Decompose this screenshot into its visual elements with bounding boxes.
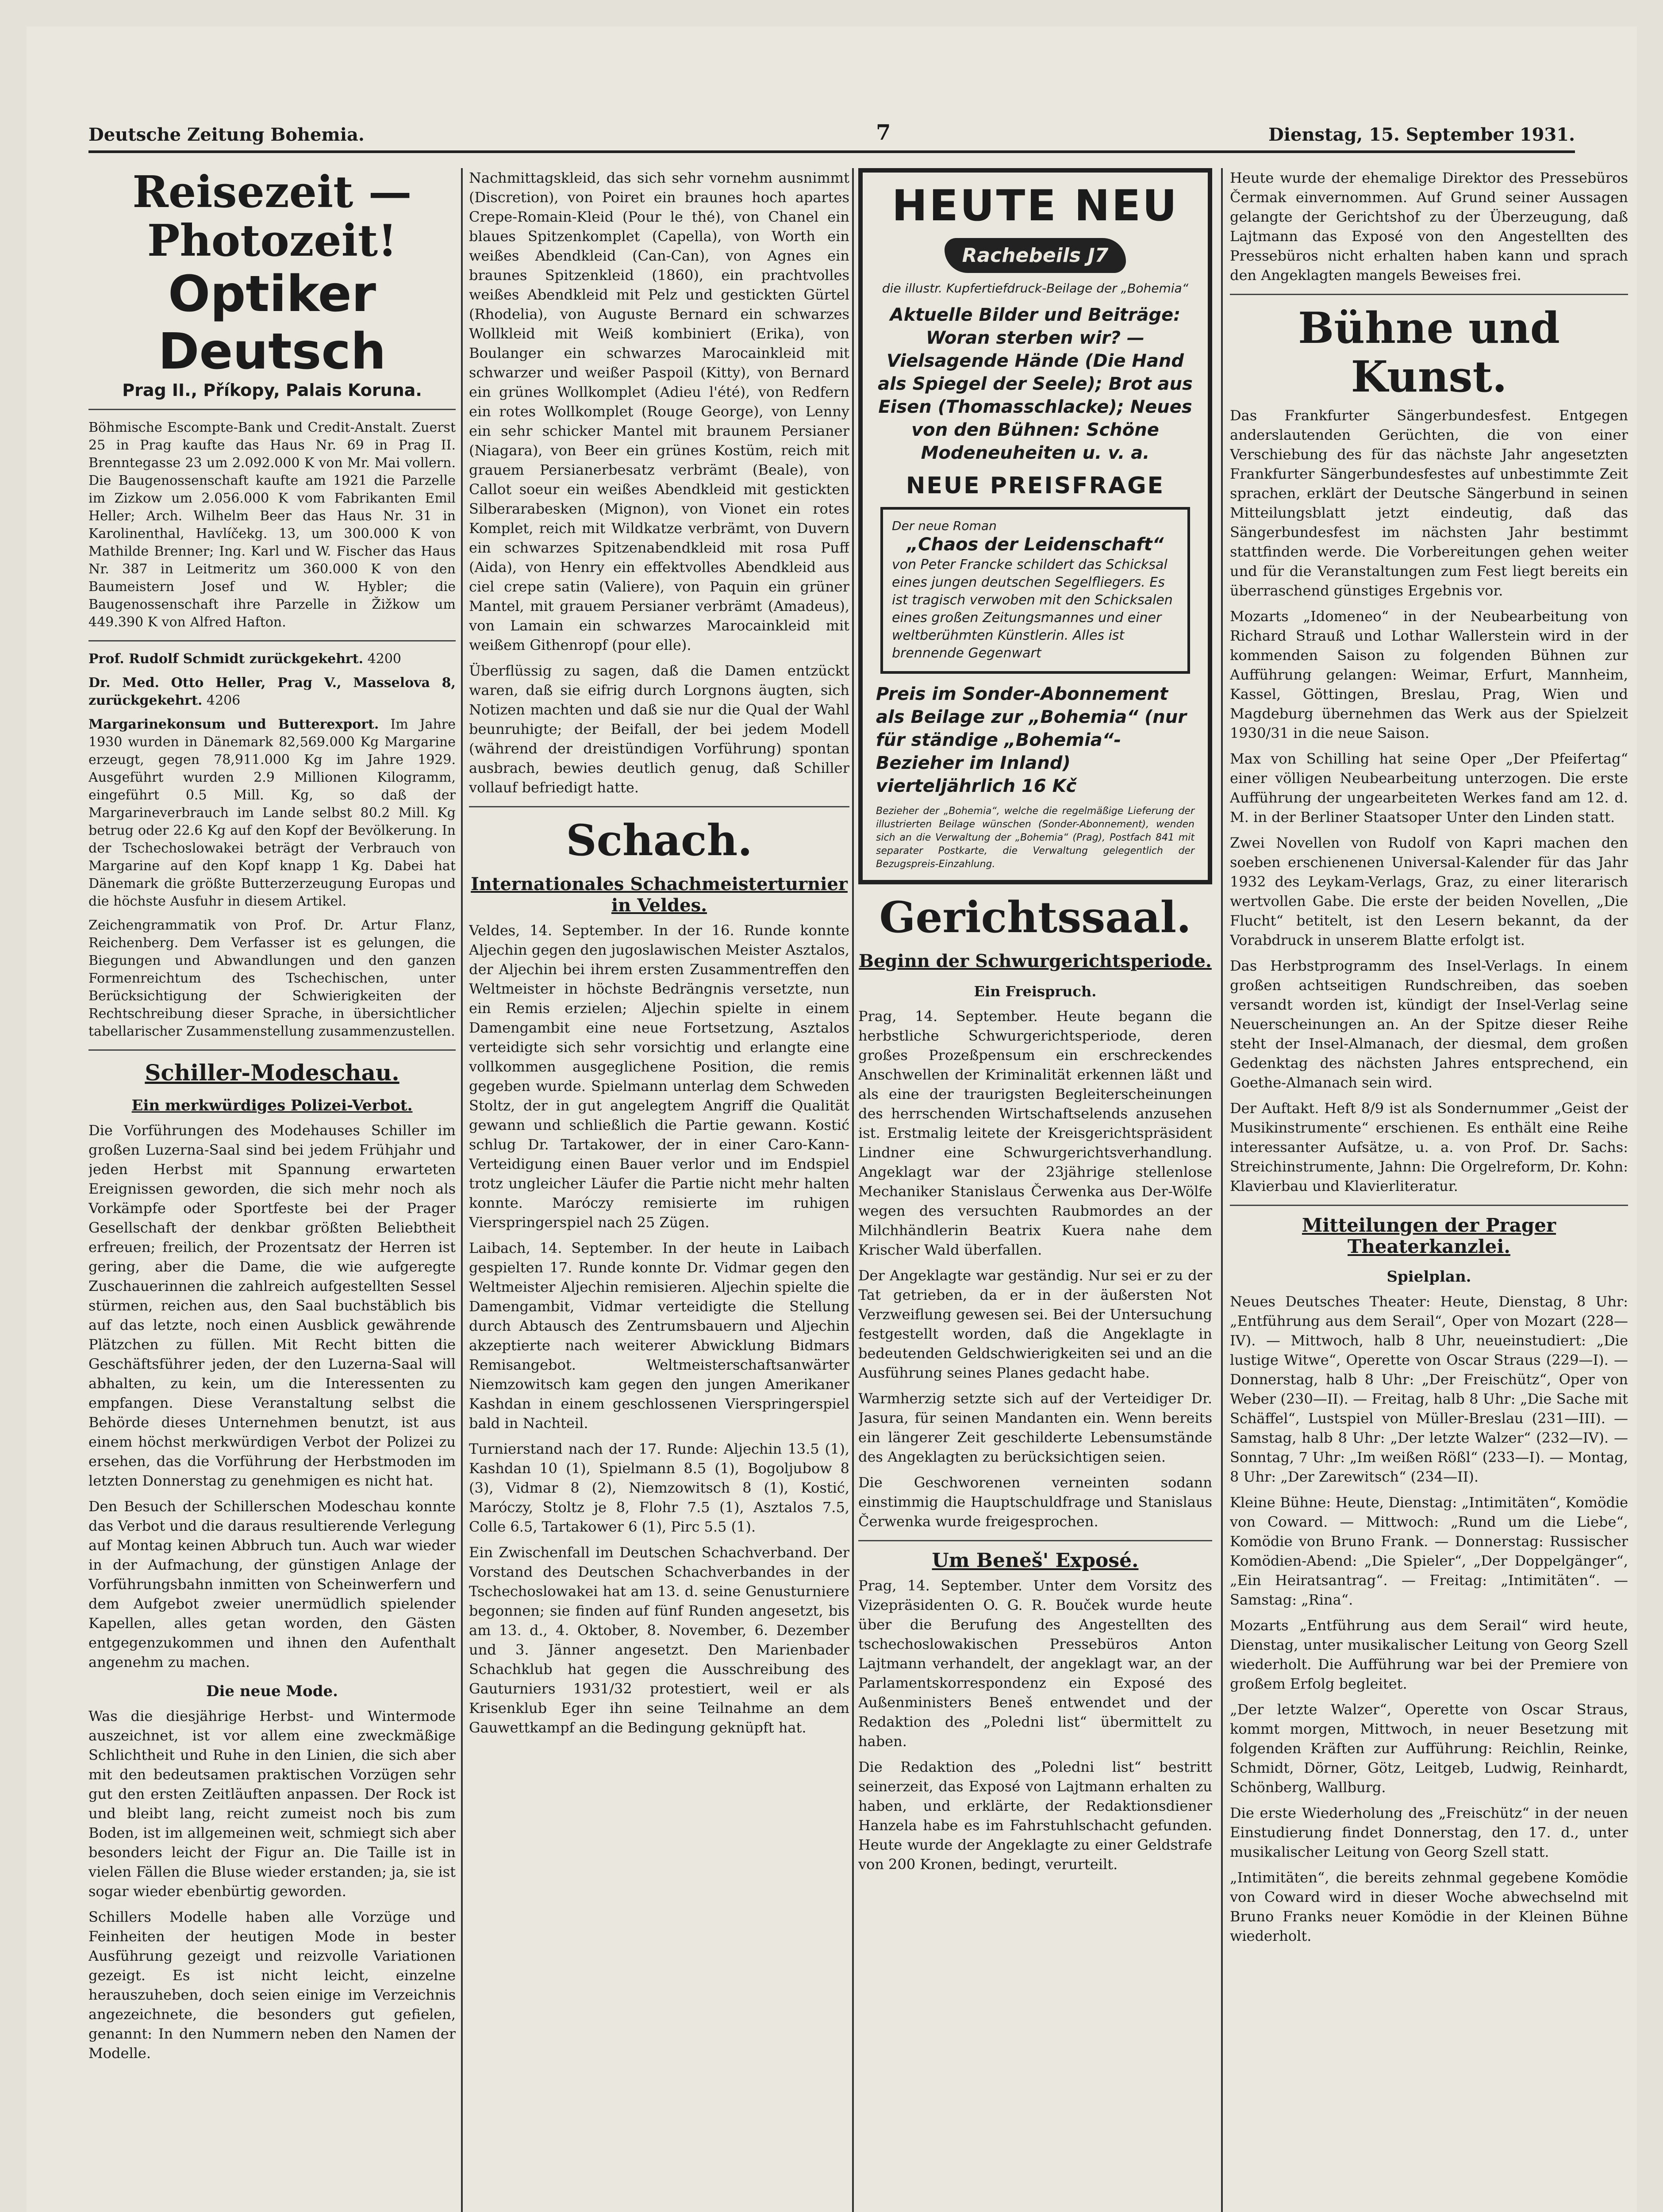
section-title: Um Beneš' Exposé. [932,1549,1139,1572]
ad-slogan: Reisezeit — Photozeit! [132,168,412,266]
column-4 [1230,168,1628,2212]
article-paragraph: „Intimitäten“, die bereits zehnmal gegebene Komödie von Coward wird in dieser Woche abwechselnd mit Bruno Franks neuer Komödie in der Kleinen Bühne wiederholt. [1230,1869,1628,1944]
article-paragraph: Das Frankfurter Sängerbundesfest. Entgegen anderslautenden Gerüchten, die von einer Verschiebung des für das nächste Jahr angesetzten Frankfurter Sängerbundesfestes auf unbestimmte Zeit sprachen, erklärt der Deutsche Sängerbund in seinen Mitteilungsblatt jetzt eindeutig, daß das Sängerbundesfest im nächsten Jahr bestimmt stattfinden werde. Die Vorbereitungen gehen weiter und für die Veranstaltungen zum Fest liegt bereits ein überraschend günstiges Ergebnis vor. [1230,407,1628,599]
margarine-article: Margarinekonsum und Butterexport. Im Jahre 1930 wurden in Dänemark 82,569.000 Kg Margarine erzeugt, gegen 78,911.000 Kg im Jahre 1929. Ausgeführt wurden 2.9 Millionen Kilogramm, eingeführt 0.5 Mill. Kg, so daß der Margarineverbrauch im Lande selbst 80.2 Mill. Kg betrug oder 22.6 Kg auf den Kopf der Bevölkerung. In der Tschechoslowakei beträgt der Verbrauch von Margarine auf den Kopf knapp 1 Kg. Dabei hat Dänemark die größte Butterzerzeugung Europas und die höchste Ausfuhr in diesem Artikel. [88,717,456,909]
masthead-date: Dienstag, 15. September 1931. [1268,124,1575,145]
divider [1230,1205,1628,1206]
section-subtitle-2: Ein Freispruch. [974,983,1097,1000]
article-paragraph: Prag, 14. September. Unter dem Vorsitz des Vizepräsidenten O. G. R. Bouček wurde heute über die Berufung des Angestellten des tschechoslowakischen Pressebüros Anton Lajtmann verhandelt, der angeklagt war, an der Parlamentskorrespondenz ein Exposé des Außenministers Beneš entwendet und der Redaktion des „Poledni list“ übermittelt zu haben. [858,1577,1212,1750]
article-paragraph: Die Geschworenen verneinten sodann einstimmig die Hauptschuldfrage und Stanislaus Čerwenka wurde freigesprochen. [858,1474,1212,1530]
ad-preisfrage: NEUE PREISFRAGE [906,472,1165,499]
divider [858,1540,1212,1541]
newspaper-page [27,27,1637,2212]
section-title: Schach. [566,815,753,865]
masthead-newspaper-name: Deutsche Zeitung Bohemia. [88,124,365,145]
novel-text: von Peter Francke schildert das Schicksal eines jungen deutschen Segelfliegers. Es ist tragisch verwoben mit den Schicksalen eines großen Zeitungsmannes und einer weltberühmten Künstlerin. Alles ist brennende Gegenwart [892,557,1173,661]
article-paragraph: Nachmittagskleid, das sich sehr vornehm ausnimmt (Discretion), von Poiret ein braunes hoch apartes Crepe-Romain-Kleid (Pour le thé), von Chanel ein blaues Spitzenkomplet (Capella), von Worth ein weißes Abendkleid (Can-Can), von Agnes ein braunes Spitzenkleid (1860), ein prachtvolles weißes Abendkleid mit Pelz und gestickten Gürtel (Rhodelia), von Auguste Bernard ein schwarzes Wollkleid mit Weiß kombiniert (Erika), von Boulanger ein schwarzes Marocainkleid mit schwarzer und weißer Paspoil (Kitty), von Bernard ein grünes Wollkomplet (Adieu l'été), von Redfern ein rotes Wollkomplet (Rouge George), von Lenny ein sehr schicker Mantel mit braunem Persianer (Niagara), von Beer ein grünes Kostüm, reich mit grauem Persianerbesatz verbrämt (Beale), von Callot soeur ein weißes Abendkleid mit gestickten Silberarabesken (Mignon), von Vionet ein rotes Komplet, reich mit Wildkatze verbrämt, von Duvern ein schwarzes Spitzenabendkleid mit rosa Puff (Aida), von Henry ein effektvolles Abendkleid aus ciel crepe satin (Valiere), von Paquin ein grüner Mantel, mit grauem Persianer verbrämt (Amadeus), von Lamain ein schwarzes Marocainkleid mit weißem Githenropf (pour elle). [469,169,849,653]
masthead [88,115,1575,153]
article-paragraph: Turnierstand nach der 17. Runde: Aljechin 13.5 (1), Kashdan 10 (1), Spielmann 8.5 (1), Bogoljubow 8 (3), Vidmar 8 (2), Niemzowitsch 8 (1), Kostić, Maróczy, Stoltz je 8, Flohr 7.5 (1), Asztalos 7.5, Colle 6.5, Tartakower 6 (1), Pirc 5.5 (1). [469,1440,849,1535]
novel-intro: Der neue Roman [892,518,997,533]
ad-footnote: Bezieher der „Bohemia“, welche die regelmäßige Lieferung der illustrierten Beilage wünschen (Sonder-Abonnement), wenden sich an die Verwaltung der „Bohemia“ (Prag), Postfach 841 mit separater Postkarte, die Verwaltung gelegentlich der Bezugspreis-Einzahlung. [876,806,1194,870]
article-paragraph: Neues Deutsches Theater: Heute, Dienstag, 8 Uhr: „Entführung aus dem Serail“, Oper von Mozart (228—IV). — Mittwoch, halb 8 Uhr, neueinstudiert: „Die lustige Witwe“, Operette von Oscar Straus (229—I). — Donnerstag, halb 8 Uhr: „Der Freischütz“, Oper von Weber (230—II). — Freitag, halb 8 Uhr: „Die Sache mit Schäffel“, Lustspiel von Müller-Breslau (231—III). — Samstag, halb 8 Uhr: „Der letzte Walzer“ (232—IV). — Sonntag, 7 Uhr: „Im weißen Rößl“ (233—I). — Montag, 8 Uhr: „Der Zarewitsch“ (234—II). [1230,1293,1628,1485]
supplement-logo: Rachebeils J7 [945,238,1126,273]
ad-topics: Aktuelle Bilder und Beiträge: Woran sterben wir? — Vielsagende Hände (Die Hand als Spiegel der Seele); Brot aus Eisen (Thomasschlacke); Neues von den Bühnen: Schöne Modeneuheiten u. v. a. [878,305,1193,463]
article-paragraph: Was die diesjährige Herbst- und Wintermode auszeichnet, ist vor allem eine zweckmäßige Schlichtheit und Ruhe in den Linien, die sich aber mit den bedeutsamen praktischen Vorzügen sehr gut den ersten Zeitläuften anpassen. Der Rock ist und bleibt lang, reicht zumeist noch bis zum Boden, ist im allgemeinen weit, schmiegt sich aber besonders leicht der Figur an. Die Taille ist in vielen Fällen die Bluse wieder erstanden; ja, sie ist sogar wieder ebenbürtig geworden. [88,1708,456,1900]
article-paragraph: Max von Schilling hat seine Oper „Der Pfeifertag“ einer völligen Neubearbeitung unterzogen. Die erste Aufführung der ungearbeiteten Werkes fand am 12. d. M. in der Berliner Staatsoper Unter den Linden statt. [1230,750,1628,826]
article-paragraph: Mozarts „Idomeneo“ in der Neubearbeitung von Richard Strauß und Lothar Wallerstein wird in der kommenden Saison zu folgenden Bühnen zur Aufführung gelangen: Weimar, Erfurt, Mannheim, Kassel, Göttingen, Breslau, Prag, Wien und Magdeburg übernehmen das Werk aus der Spielzeit 1930/31 in die neue Saison. [1230,608,1628,741]
section-subtitle: Spielplan. [1386,1268,1471,1286]
article-paragraph: Warmherzig setzte sich auf der Verteidiger Dr. Jasura, für seinen Mandanten ein. Wenn bereits ein längerer Zeit geschilderte Lebensumstände des Angeklagten zu berücksichtigen seien. [858,1390,1212,1465]
article-paragraph: Zwei Novellen von Rudolf von Kapri machen den soeben erschienenen Universal-Kalender für das Jahr 1932 des Leykam-Verlags, Graz, zu einer literarisch wertvollen Gabe. Die erste der beiden Novellen, „Die Flucht“ betitelt, ist den Lesern bekannt, da der Vorabdruck in unserem Blatte erfolgt ist. [1230,834,1628,949]
column-3 [858,168,1212,2212]
article-paragraph: Der Angeklagte war geständig. Nur sei er zu der Tat getrieben, da er in der äußersten Not Verzweiflung gewesen sei. Bei der Untersuchung festgestellt worden, daß die Angeklagte in bedeutenden Geldschwierigkeiten sei und an die Ausführung seines Planes gedacht habe. [858,1267,1212,1381]
article-paragraph: Überflüssig zu sagen, daß die Damen entzückt waren, daß sie eifrig durch Lorgnons äugten, sich Notizen machten und daß sie nur die Qual der Wahl beunruhigte; der Beifall, der bei jedem Modell (während der dreistündigen Vorführung) spontan ausbrach, bewies deutlich genug, daß Schiller vollauf befriedigt hatte. [469,662,849,796]
divider [469,806,849,807]
divider [88,409,456,410]
divider [1230,294,1628,295]
article-paragraph: Mozarts „Entführung aus dem Serail“ wird heute, Dienstag, unter musikalischer Leitung von Georg Szell wiederholt. Die Aufführung war bei der Premiere von großem Erfolg begleitet. [1230,1617,1628,1692]
article-paragraph: Heute wurde der ehemalige Direktor des Pressebüros Čermak einvernommen. Auf Grund seiner Aussagen gelangte der Gerichtshof zu der Überzeugung, daß Lajtmann das Exposé von den Angestellten des Pressebüros nicht erhalten haben kann und sprach den Angeklagten mangels Beweises frei. [1230,169,1628,284]
page-number: 7 [876,120,891,145]
section-subtitle: Beginn der Schwurgerichtsperiode. [859,951,1212,972]
divider [88,1049,456,1051]
book-note: Zeichengrammatik von Prof. Dr. Artur Flanz, Reichenberg. Dem Verfasser ist es gelungen, die Biegungen und Abwandlungen und den ganzen Formenreichtum des Tschechischen, unter Berücksichtigung der Schwierigkeiten der Rechtschreibung dieser Sprache, in übersichtlicher tabellarischer Zusammenstellung zusammenzustellen. [88,918,456,1039]
ad-tagline: die illustr. Kupfertiefdruck-Beilage der „Bohemia“ [882,281,1189,296]
ad-business-name: Optiker Deutsch [158,265,386,380]
article-paragraph: Der Auftakt. Heft 8/9 ist als Sondernummer „Geist der Musikinstrumente“ erschienen. Es enthält eine Reihe interessanter Aufsätze, u. a. von Prof. Dr. Sachs: Streichinstrumente, Jahnn: Die Orgelreform, Dr. Kohn: Klavierbau und Klavierliteratur. [1230,1100,1628,1194]
optiker-ad [88,168,456,400]
ad-headline: HEUTE NEU [891,181,1179,230]
personal-note: Prof. Rudolf Schmidt zurückgekehrt. 4200 [88,651,402,667]
market-notice: Böhmische Escompte-Bank und Credit-Anstalt. Zuerst 25 in Prag kaufte das Haus Nr. 69 in Prag II. Brenntegasse 23 um 2.092.000 K von Mr. Mai vollern. Die Baugenossenschaft kaufte am 1921 die Parzelle im Zizkow um 2.056.000 K vom Fabrikanten Emil Heller; Arch. Wilhelm Beer das Haus Nr. 31 in Karolinenthal, Havlíčekg. 13, um 300.000 K von Mathilde Brenner; Ing. Karl und W. Fischer das Haus Nr. 387 in Leitmeritz um 360.000 K von den Baumeistern Josef und W. Hybler; die Baugenossenschaft ihre Parzelle in Žižkow um 449.390 K von Alfred Hafton. [88,420,456,630]
section-title: Bühne und Kunst. [1298,303,1560,402]
article-paragraph: Laibach, 14. September. In der heute in Laibach gespielten 17. Runde konnte Dr. Vidmar gegen den Weltmeister Aljechin remisieren. Aljechin spielte die Damengambit, Vidmar verteidigte die Stellung durch Abtausch des Zentrumsbauern und Aljechin akzeptierte nach weiterer Abwicklung Bidmars Remisangebot. Weltmeisterschaftsanwärter Niemzowitsch kam gegen den jungen Amerikaner Kashdan in einem geschlossenen Vierspringerspiel bald in Nachteil. [469,1240,849,1432]
article-paragraph: Ein Zwischenfall im Deutschen Schachverband. Der Vorstand des Deutschen Schachverbandes in der Tschechoslowakei hat am 13. d. seine Genusturniere begonnen; sie finden auf fünf Runden angesetzt, bis am 13. d., 4. Oktober, 8. November, 6. Dezember und 3. Jänner angesetzt. Den Marienbader Schachklub hat gegen die Ausschreibung des Gauturniers 1931/32 protestiert, weil er als Krisenklub Eger ihn seine Teilnahme an dem Gauwettkampf an die Bedingung geknüpft hat. [469,1544,849,1736]
article-subheading: Die neue Mode. [206,1682,338,1700]
article-paragraph: Veldes, 14. September. In der 16. Runde konnte Aljechin gegen den jugoslawischen Meister Asztalos, der Aljechin bei ihrem ersten Zusammentreffen den Weltmeister in höchste Bedrängnis versetzte, nun ein Remis erzielen; Aljechin spielte in einem Damengambit eine neue Fortsetzung, Asztalos verteidigte sich sehr vorsichtig und erlangte eine vollkommen ausgeglichene Position, die remis gegeben wurde. Spielmann unterlag dem Schweden Stoltz, der in gut angelegtem Angriff die Qualität gewann und schließlich die Partie gewann. Kostić schlug Dr. Tartakower, der in einer Caro-Kann-Verteidigung einen Bauer verlor und im Endspiel trotz ungleicher Läufer die Partie nicht mehr halten konnte. Maróczy remisierte im ruhigen Vierspringerspiel nach 25 Zügen. [469,922,849,1231]
divider [88,640,456,641]
column-rule [852,168,854,2212]
section-subtitle: Ein merkwürdiges Polizei-Verbot. [131,1097,413,1114]
column-1 [88,168,456,2212]
column-rule [461,168,463,2212]
section-title: Mitteilungen der Prager Theaterkanzlei. [1302,1214,1556,1257]
article-paragraph: Prag, 14. September. Heute begann die herbstliche Schwurgerichtsperiode, deren großes Prozeßpensum ein erschreckendes Anschwellen der Kriminalität erkennen läßt und als eine der traurigsten Begleiterscheinungen des herrschenden Wirtschaftselends anzusehen ist. Erstmalig leitete der Kreisgerichtspräsident Lindner eine Schwurgerichtsverhandlung. Angeklagt war der 23jährige stellenlose Mechaniker Stanislaus Čerwenka aus Der-Wölfe wegen des versuchten Raubmordes an der Milchhändlerin Beatrix Kuera nahe dem Krischer Wald überfallen. [858,1008,1212,1258]
section-subtitle: Internationales Schachmeisterturnier in Veldes. [471,874,848,916]
novel-box [880,507,1190,674]
ad-address: Prag II., Příkopy, Palais Koruna. [122,380,422,400]
article-paragraph: Schillers Modelle haben alle Vorzüge und Feinheiten der heutigen Mode in bester Ausführung gezeigt und reizvolle Variationen gezeigt. Es ist nicht leicht, einzelne herauszuheben, doch seien einige im Verzeichnis angezeichnete, die besonders gut gefielen, genannt: In den Nummern neben den Namen der Modelle. [88,1909,456,2062]
ad-price: Preis im Sonder-Abonnement als Beilage zur „Bohemia“ (nur für ständige „Bohemia“-Bezieher im Inland) vierteljährlich 16 Kč [876,684,1187,796]
article-paragraph: Den Besuch der Schillerschen Modeschau konnte das Verbot und die daraus resultierende Verlegung auf Montag keinen Abbruch tun. Auch war wieder in der Aufmachung, der günstigen Anlage der Vorführungsbahn inmitten von Scheinwerfern und dem Aufgebot zweier unermüdlich spielender Kapellen, alles getan worden, den Gästen entgegenzukommen und ihnen den Aufenthalt angenehm zu machen. [88,1498,456,1671]
article-paragraph: Die erste Wiederholung des „Freischütz“ in der neuen Einstudierung findet Donnerstag, den 17. d., unter musikalischer Leitung von Georg Szell statt. [1230,1805,1628,1860]
article-paragraph: Die Redaktion des „Poledni list“ bestritt seinerzeit, das Exposé von Lajtmann erhalten zu haben, und erklärte, der Redaktionsdiener Hanzela habe es im Fahrstuhlschacht gefunden. Heute wurde der Angeklagte zu einer Geldstrafe von 200 Kronen, bedingt, verurteilt. [858,1759,1212,1873]
novel-title: „Chaos der Leidenschaft“ [906,534,1164,555]
article-paragraph: Das Herbstprogramm des Insel-Verlags. In einem großen achtseitigen Rundschreiben, das soeben versandt worden ist, kündigt der Insel-Verlag seine Neuerscheinungen an. An der Spitze dieser Reihe steht der Insel-Almanach, der diesmal, dem großen Gedenktag des nächsten Jahres entsprechend, ein Goethe-Almanach sein wird. [1230,957,1628,1091]
column-rule [1221,168,1223,2212]
article-paragraph: Die Vorführungen des Modehauses Schiller im großen Luzerna-Saal sind bei jedem Frühjahr und jeden Herbst mit Spannung erwarteten Ereignissen geworden, die sich mehr noch als Vorkämpfe oder Sportfeste bei der Prager Gesellschaft der denkbar größten Beliebtheit erfreuen; freilich, der Prozentsatz der Herren ist gering, aber die Dame, die wie aufgeregte Zuschauerinnen die zahlreich aufgestellten Sessel stürmen, reichen aus, den Saal buchstäblich bis auf das letzte, noch einen Ausblick gewährende Plätzchen zu füllen. Mit Recht bitten die Geschäftsführer jeden, der den Luzerna-Saal will abhalten, zu kein, um die Interessenten zu empfangen. Diese Veranstaltung selbst die Behörde dieses Unternehmen benutzt, ist aus einem höchst merkwürdigen Verbot der Polizei zu ersehen, das die Vorführung der Herbstmoden im letzten Donnerstag zu genehmigen es nicht hat. [88,1122,456,1489]
column-2 [469,168,849,2212]
personal-note: Dr. Med. Otto Heller, Prag V., Masselova 8, zurückgekehrt. 4206 [88,675,456,708]
article-paragraph: Kleine Bühne: Heute, Dienstag: „Intimitäten“, Komödie von Coward. — Mittwoch: „Rund um die Liebe“, Komödie von Bruno Frank. — Donnerstag: Russischer Komödien-Abend: „Die Spieler“, „Der Doppelgänger“, „Ein Heiratsantrag“. — Freitag: „Intimitäten“. — Samstag: „Rina“. [1230,1494,1628,1608]
bohemia-supplement-ad [858,168,1212,884]
section-title: Gerichtssaal. [879,892,1191,942]
section-title: Schiller-Modeschau. [145,1060,399,1086]
article-paragraph: „Der letzte Walzer“, Operette von Oscar Straus, kommt morgen, Mittwoch, in neuer Besetzung mit folgenden Kräften zur Aufführung: Reichlin, Reinke, Schmidt, Dörner, Götz, Leitgeb, Ludwig, Reinhardt, Schönberg, Wallburg. [1230,1701,1628,1796]
